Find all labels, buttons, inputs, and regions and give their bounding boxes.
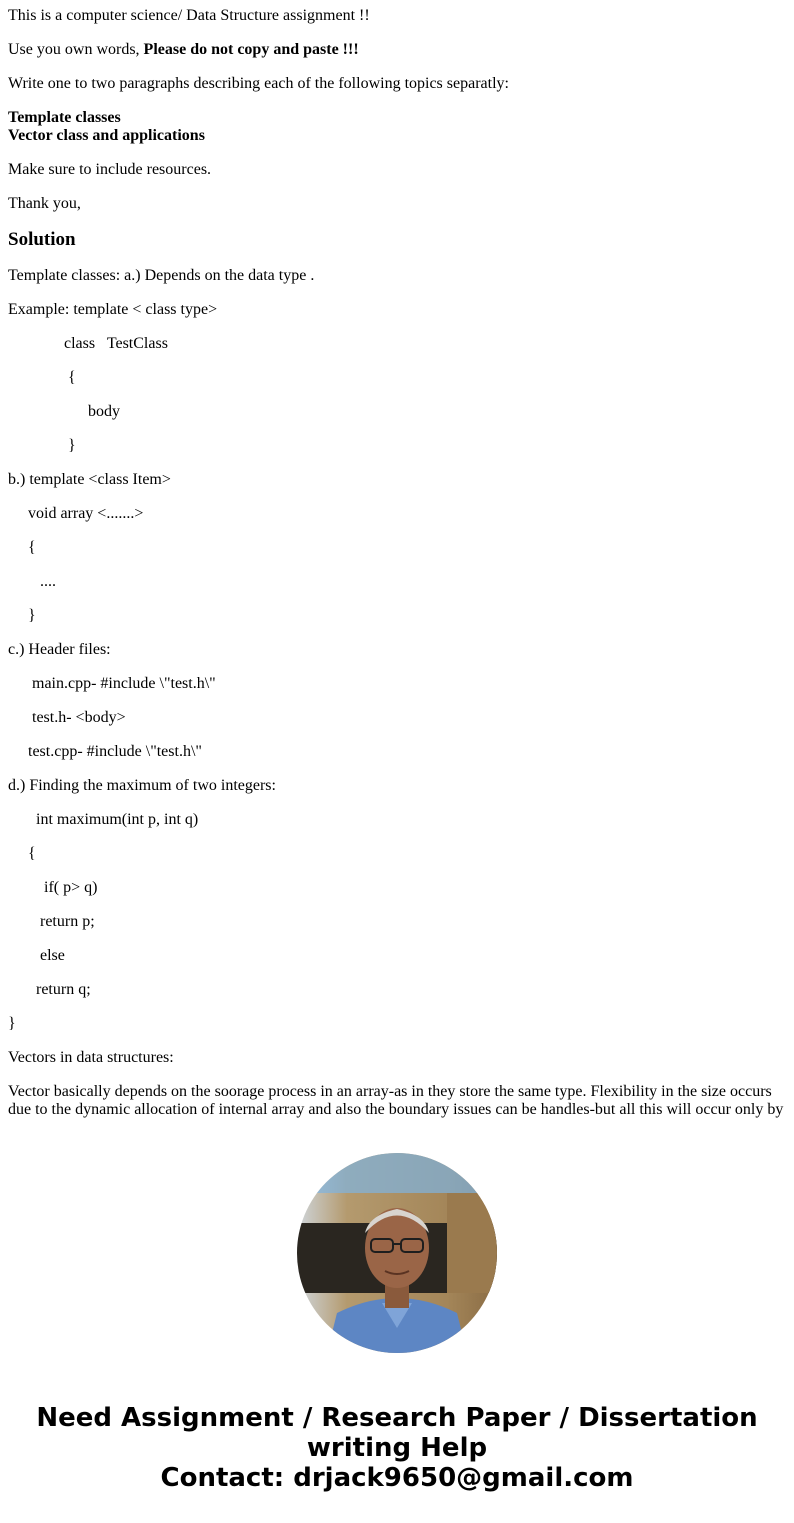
contact-line: Contact: drjack9650@gmail.com [160,1463,634,1493]
vector-paragraph: Vector basically depends on the soorage process in an array-as in they store the same type. Flexibility in the size occurs due to the dynamic allocation of internal array and also the boundary issues can be handles-but all this will occur only by [8,1083,784,1118]
solution-line: test.h- <body> [8,709,126,726]
solution-line: } [8,607,36,624]
solution-line: Example: template < class type> [8,301,218,318]
solution-heading: Solution [8,229,76,250]
solution-line: .... [8,573,56,590]
topic-list [8,109,786,145]
solution-line: } [8,1015,16,1032]
question-intro: This is a computer science/ Data Structure assignment !! [8,7,370,24]
promo-line: Need Assignment / Research Paper / Dissertation [36,1403,758,1433]
instruction-text: Use you own words, [8,41,144,58]
solution-line: class TestClass [8,335,168,352]
solution-line: { [8,369,76,386]
document-body [8,0,786,1120]
promo-line: writing Help [306,1433,488,1463]
instruction-emphasis: Please do not copy and paste !!! [143,41,359,58]
solution-line: int maximum(int p, int q) [8,811,199,828]
closing-text: Thank you, [8,195,81,212]
solution-line: main.cpp- #include \"test.h\" [8,675,216,692]
question-task: Write one to two paragraphs describing each of the following topics separatly: [8,75,509,92]
solution-line: } [8,437,76,454]
author-avatar [297,1153,497,1353]
solution-line: void array <.......> [8,505,144,522]
solution-line: return q; [8,981,91,998]
resources-note: Make sure to include resources. [8,161,212,178]
solution-line: Template classes: a.) Depends on the data type . [8,267,315,284]
solution-line: else [8,947,65,964]
solution-line: c.) Header files: [8,641,111,658]
promo-footer [0,1403,794,1493]
solution-line: return p; [8,913,95,930]
avatar-portrait [297,1153,497,1353]
solution-line: body [8,403,120,420]
topic-item: Vector class and applications [8,127,205,144]
topic-item: Template classes [8,109,121,126]
solution-line: { [8,845,36,862]
solution-line: { [8,539,36,556]
solution-line: if( p> q) [8,879,98,896]
solution-line: test.cpp- #include \"test.h\" [8,743,202,760]
question-instruction [8,41,786,59]
solution-line: b.) template <class Item> [8,471,171,488]
solution-line: d.) Finding the maximum of two integers: [8,777,276,794]
solution-line: Vectors in data structures: [8,1049,174,1066]
